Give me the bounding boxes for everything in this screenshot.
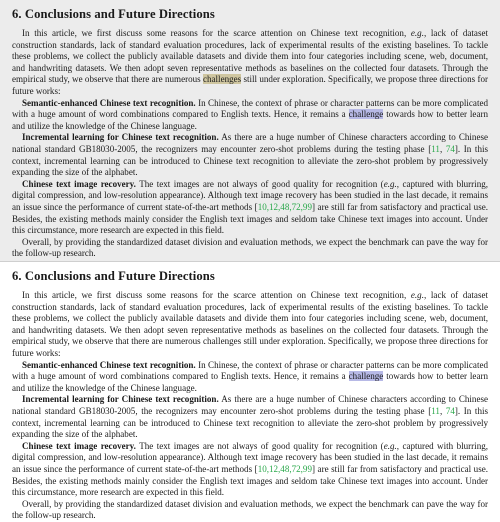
paragraph-text: In Chinese, the context of phrase or character patterns can be more complicated with a huge amount of word combinations compared to English texts. Hence, it remains a <box>12 97 488 120</box>
citation-link[interactable]: 74 <box>445 405 455 416</box>
citation-link[interactable]: 10,12,48,72,99 <box>257 201 312 212</box>
paragraph-title: Chinese text image recovery. <box>22 440 136 451</box>
eg-abbrev: e.g. <box>410 290 424 300</box>
plain-word: challenges <box>202 336 242 347</box>
semantic-paragraph <box>12 360 488 395</box>
section-heading: 6. Conclusions and Future Directions <box>12 269 215 283</box>
paragraph-text: ]. In this context, incremental learning can be introduced to Chinese text recognition to alleviate the zero-shot problem by progressively expanding the size of the alphabet. <box>12 405 489 440</box>
intro-text: still under exploration. Specifically, we propose three directions for future works: <box>12 336 488 358</box>
highlighted-word[interactable]: challenge <box>348 371 384 382</box>
paragraph-text: ] are still far from satisfactory and practical use. Besides, the existing methods mainly consider the English text images and seldom take Chinese text images into account. Under this circumstance, more research are expected in this field. <box>12 201 489 236</box>
eg-abbrev: e.g. <box>410 28 424 38</box>
eg-abbrev: e.g. <box>383 178 397 189</box>
eg-abbrev: e.g. <box>383 440 397 451</box>
citation-link[interactable]: 74 <box>445 143 455 154</box>
paragraph-text: The text images are not always of good quality for recognition ( <box>135 440 384 451</box>
highlighted-word[interactable]: challenges <box>202 74 242 85</box>
paragraph-text: towards how to better learn and utilize the knowledge of the Chinese language. <box>12 109 488 131</box>
intro-text: In this article, we first discuss some reasons for the scarce attention on Chinese text recognition, <box>22 28 411 38</box>
paragraph-title: Incremental learning for Chinese text recognition. <box>22 394 219 405</box>
paragraph-text: As there are a huge number of Chinese characters according to Chinese national standard GB18030-2005, the recognizers may encounter zero-shot problems during the testing phase [ <box>12 132 488 154</box>
citation-link[interactable]: 11 <box>431 405 440 416</box>
paragraph-text: towards how to better learn and utilize the knowledge of the Chinese language. <box>12 371 488 393</box>
recovery-paragraph <box>12 441 488 499</box>
incremental-paragraph <box>12 394 488 440</box>
paragraph-title: Incremental learning for Chinese text recognition. <box>22 132 219 143</box>
paragraph-text: ] are still far from satisfactory and practical use. Besides, the existing methods mainly consider the English text images and seldom take Chinese text images into account. Under this circumstance, more research are expected in this field. <box>12 463 489 498</box>
intro-text: In this article, we first discuss some reasons for the scarce attention on Chinese text recognition, <box>22 290 411 300</box>
intro-text: , lack of dataset construction standards, lack of standard evaluation procedures, lack of experimental results of the existing baselines. To tackle these problems, we collect the publicly available datasets and divide them into four categories including scene, web, document, and handwriting datasets. We then adopt seven representative methods as baselines on the collected four datasets. Through the empirical study, we observe that there are numerous <box>12 290 488 347</box>
intro-text: still under exploration. Specifically, we propose three directions for future works: <box>12 74 488 96</box>
closing-paragraph: Overall, by providing the standardized dataset division and evaluation methods, we expect the benchmark can pave the way for the follow-up research. <box>12 236 488 259</box>
bottom-section-panel <box>0 262 500 521</box>
paragraph-text: , captured with blurring, digital compression, and low-resolution appearance). Although text image recovery has been studied in the last decade, it remains an issue since the performance of current state-of-the-art methods [ <box>12 178 488 212</box>
closing-paragraph: Overall, by providing the standardized dataset division and evaluation methods, we expect the benchmark can pave the way for the follow-up research. <box>12 498 488 521</box>
paragraph-title: Semantic-enhanced Chinese text recognition. <box>22 97 196 108</box>
semantic-paragraph <box>12 98 488 133</box>
paragraph-text: , captured with blurring, digital compression, and low-resolution appearance). Although text image recovery has been studied in the last decade, it remains an issue since the performance of current state-of-the-art methods [ <box>12 440 488 474</box>
paragraph-title: Semantic-enhanced Chinese text recognition. <box>22 359 196 370</box>
paragraph-text: The text images are not always of good quality for recognition ( <box>135 178 384 189</box>
incremental-paragraph <box>12 132 488 178</box>
intro-paragraph <box>12 290 488 360</box>
highlighted-word[interactable]: challenge <box>348 109 384 120</box>
citation-separator: , <box>439 405 446 416</box>
citation-link[interactable]: 10,12,48,72,99 <box>257 463 312 474</box>
intro-text: , lack of dataset construction standards, lack of standard evaluation procedures, lack of experimental results of the existing baselines. To tackle these problems, we collect the publicly available datasets and divide them into four categories including scene, web, document, and handwriting datasets. We then adopt seven representative methods as baselines on the collected four datasets. Through the empirical study, we observe that there are numerous <box>12 28 488 85</box>
paragraph-title: Chinese text image recovery. <box>22 178 136 189</box>
citation-separator: , <box>439 143 446 154</box>
recovery-paragraph <box>12 179 488 237</box>
section-heading: 6. Conclusions and Future Directions <box>12 7 215 21</box>
paragraph-text: ]. In this context, incremental learning can be introduced to Chinese text recognition to alleviate the zero-shot problem by progressively expanding the size of the alphabet. <box>12 143 489 178</box>
citation-link[interactable]: 11 <box>431 143 440 154</box>
paragraph-text: In Chinese, the context of phrase or character patterns can be more complicated with a huge amount of word combinations compared to English texts. Hence, it remains a <box>12 359 488 382</box>
intro-paragraph <box>12 28 488 98</box>
paragraph-text: As there are a huge number of Chinese characters according to Chinese national standard GB18030-2005, the recognizers may encounter zero-shot problems during the testing phase [ <box>12 394 488 416</box>
